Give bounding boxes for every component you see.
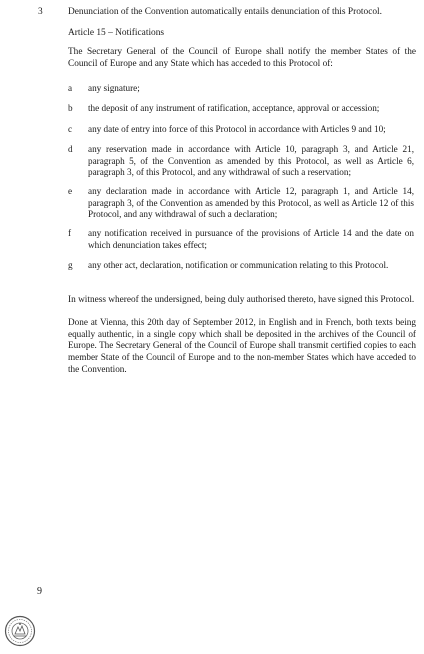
item-letter: c — [68, 124, 73, 134]
item-text: the deposit of any instrument of ratification, acceptance, approval or accession; — [88, 103, 380, 113]
item-letter: d — [68, 144, 73, 154]
item-letter: a — [68, 83, 73, 93]
item-text: any reservation made in accordance with Article 10, paragraph 3, and Article 21, paragraph 5, of the Convention as amended by this Protocol, as well as Article 6, paragraph 3, of this Protocol, and any withdrawal of such a reservation; — [88, 144, 414, 178]
witness-clause: In witness whereof the undersigned, being duly authorised thereto, have signed this Protocol. — [68, 295, 415, 305]
item-text: any declaration made in accordance with Article 12, paragraph 1, and Article 14, paragraph 3, of the Convention as amended by this Protocol, as well as Article 12 of this Protocol, and any withdrawal of such a declaration; — [88, 186, 414, 220]
paragraph-text: Denunciation of the Convention automatically entails denunciation of this Protocol. — [68, 7, 382, 17]
seal-stamp-icon — [4, 615, 36, 647]
page-number: 9 — [37, 586, 42, 597]
item-letter: g — [68, 260, 73, 270]
item-letter: e — [68, 186, 73, 196]
item-letter: f — [68, 228, 72, 238]
item-text: any signature; — [88, 83, 140, 93]
paragraph-number: 3 — [38, 7, 43, 17]
item-text: any notification received in pursuance of the provisions of Article 14 and the date on which denunciation takes effect; — [88, 228, 414, 250]
item-text: any date of entry into force of this Protocol in accordance with Articles 9 and 10; — [88, 124, 386, 134]
item-text: any other act, declaration, notification or communication relating to this Protocol. — [88, 260, 389, 270]
done-at-clause: Done at Vienna, this 20th day of September 2012, in English and in French, both texts being equally authentic, in a single copy which shall be deposited in the archives of the Council of Europe. The Secretary General of the Council of Europe shall transmit certified copies to each member State of the Council of Europe and to the non-member States which have acceded to the Convention. — [68, 317, 416, 374]
article-intro: The Secretary General of the Council of Europe shall notify the member States of the Council of Europe and any State which has acceded to this Protocol of: — [68, 47, 416, 69]
item-letter: b — [68, 103, 73, 113]
article-heading: Article 15 – Notifications — [68, 28, 165, 38]
